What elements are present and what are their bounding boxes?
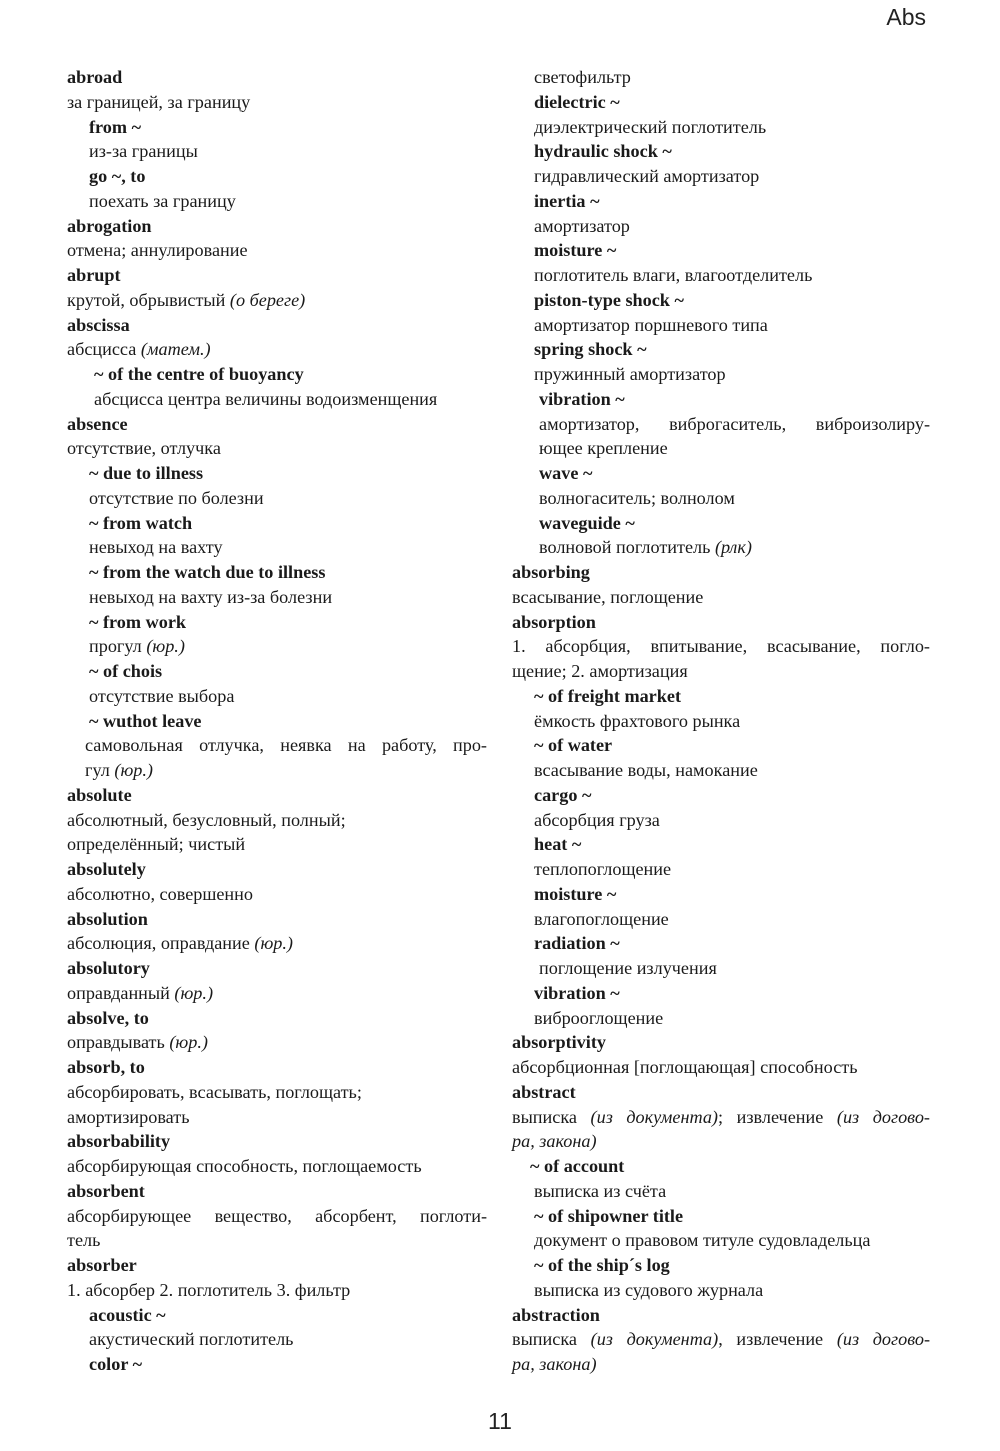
subentry: moisture ~	[534, 883, 617, 904]
definition: отсутствие по болезни	[89, 487, 264, 508]
subentry: ~ of freight market	[534, 685, 682, 706]
usage-note: (матем.)	[140, 339, 211, 360]
definition: амортизатор поршневого типа	[534, 314, 768, 335]
headword: absolute	[67, 784, 132, 805]
subentry: heat ~	[534, 834, 582, 855]
usage-note: ра, закона)	[512, 1354, 597, 1374]
definition: амортизатор, виброгаситель, виброизолиру-	[539, 413, 930, 434]
usage-note: (рлк)	[714, 537, 752, 558]
definition: светофильтр	[534, 67, 631, 87]
subentry: ~ of the ship´s log	[534, 1255, 670, 1275]
subentry: ~ of account	[530, 1156, 625, 1176]
definition: волновой поглотитель (рлк)	[539, 537, 752, 558]
definition: теплопоглощение	[534, 859, 672, 879]
subentry: waveguide ~	[539, 512, 635, 533]
definition: амортизировать	[67, 1106, 190, 1127]
definition: абсцисса (матем.)	[67, 339, 211, 360]
definition: абсорбирующая способность, поглощаемость	[67, 1156, 422, 1176]
usage-note: (юр.)	[169, 1032, 208, 1053]
definition: влагопоглощение	[534, 908, 669, 929]
headword: absorber	[67, 1255, 137, 1275]
definition: абсорбционная [поглощающая] способность	[512, 1057, 858, 1077]
definition	[512, 1129, 930, 1154]
subentry: ~ of shipowner title	[534, 1205, 684, 1226]
headword: abrogation	[67, 215, 152, 236]
definition: выписка (из документа); извлечение (из догово-	[512, 1106, 930, 1127]
headword: absorptivity	[512, 1032, 606, 1053]
definition: невыход на вахту из-за болезни	[89, 586, 333, 607]
definition: определённый; чистый	[67, 834, 246, 855]
definition: ющее крепление	[539, 438, 668, 459]
definition: тель	[67, 1230, 101, 1251]
headword: absolution	[67, 908, 148, 929]
left-column	[67, 65, 487, 1377]
usage-note: (из документа)	[590, 1106, 718, 1127]
definition: выписка из счёта	[534, 1180, 667, 1201]
headword: abscissa	[67, 314, 130, 335]
subentry: wave ~	[539, 463, 593, 483]
subentry: hydraulic shock ~	[534, 141, 672, 162]
definition: пружинный амортизатор	[534, 364, 726, 384]
subentry: ~ of water	[534, 735, 613, 756]
subentry: acoustic ~	[89, 1304, 166, 1325]
headword: absorb, to	[67, 1057, 145, 1077]
subentry: ~ from watch	[89, 512, 193, 533]
headword: absorbent	[67, 1180, 145, 1201]
definition: из-за границы	[89, 141, 198, 162]
page-header-section: Abs	[886, 4, 926, 30]
definition: абсорбирующее вещество, абсорбент, поглоти-	[67, 1205, 487, 1226]
subentry: ~ wuthot leave	[89, 710, 202, 731]
definition: абсорбция груза	[534, 809, 660, 830]
headword: absolve, to	[67, 1007, 149, 1028]
subentry: ~ of chois	[89, 661, 163, 681]
subentry: ~ of the centre of buoyancy	[94, 364, 304, 384]
definition	[512, 1352, 930, 1377]
usage-note: (из документа)	[590, 1329, 719, 1350]
definition: отсутствие, отлучка	[67, 438, 221, 459]
definition: отмена; аннулирование	[67, 240, 248, 261]
headword: abroad	[67, 67, 123, 87]
definition: оправдывать (юр.)	[67, 1032, 208, 1053]
usage-note: (юр.)	[146, 636, 185, 657]
definition: документ о правовом титуле судовладельца	[534, 1230, 871, 1251]
page-number: 11	[488, 1408, 512, 1434]
subentry: from ~	[89, 116, 142, 137]
headword: absorbability	[67, 1131, 171, 1152]
subentry: inertia ~	[534, 190, 600, 211]
definition: невыход на вахту	[89, 537, 223, 558]
definition: выписка из судового журнала	[534, 1279, 764, 1300]
subentry: vibration ~	[534, 982, 620, 1003]
definition: щение; 2. амортизация	[512, 661, 688, 681]
definition: поглотитель влаги, влагоотделитель	[534, 265, 813, 285]
definition: отсутствие выбора	[89, 685, 235, 706]
definition: абсолюция, оправдание (юр.)	[67, 933, 293, 954]
usage-note: (юр.)	[254, 933, 293, 954]
definition: самовольная отлучка, неявка на работу, про-	[85, 735, 487, 756]
headword: absolutory	[67, 958, 150, 978]
usage-note: (из догово-	[836, 1329, 931, 1350]
usage-note: (юр.)	[114, 760, 153, 780]
headword: abstract	[512, 1081, 576, 1102]
definition: поехать за границу	[89, 190, 236, 211]
definition: волногаситель; волнолом	[539, 487, 735, 508]
definition: абсорбировать, всасывать, поглощать;	[67, 1081, 362, 1102]
usage-note: (из догово-	[836, 1106, 930, 1127]
subentry: dielectric ~	[534, 91, 620, 112]
headword: abrupt	[67, 265, 121, 285]
subentry: vibration ~	[539, 388, 625, 409]
definition: прогул (юр.)	[89, 636, 185, 657]
subentry: ~ from work	[89, 611, 187, 632]
definition: 1. абсорбер 2. поглотитель 3. фильтр	[67, 1279, 351, 1300]
definition: поглощение излучения	[539, 958, 717, 978]
subentry: spring shock ~	[534, 339, 647, 360]
definition: виброоглощение	[534, 1007, 664, 1028]
headword: abstraction	[512, 1304, 600, 1325]
definition: крутой, обрывистый (о береге)	[67, 289, 306, 310]
definition: абсолютный, безусловный, полный;	[67, 809, 346, 830]
headword: absolutely	[67, 859, 146, 879]
definition: выписка (из документа), извлечение (из догово-	[512, 1329, 931, 1350]
usage-note: (о береге)	[229, 289, 306, 310]
definition: амортизатор	[534, 215, 630, 236]
definition: абсолютно, совершенно	[67, 883, 253, 904]
subentry: moisture ~	[534, 240, 617, 261]
subentry: ~ due to illness	[89, 463, 204, 483]
subentry: radiation ~	[534, 933, 620, 954]
headword: absence	[67, 413, 128, 434]
definition: ёмкость фрахтового рынка	[534, 710, 741, 731]
usage-note: (юр.)	[174, 982, 213, 1003]
definition: акустический поглотитель	[89, 1329, 294, 1350]
definition: диэлектрический поглотитель	[534, 116, 767, 137]
headword: absorption	[512, 611, 596, 632]
subentry: color ~	[89, 1354, 143, 1374]
definition: гул (юр.)	[85, 760, 153, 780]
subentry: go ~, to	[89, 166, 146, 186]
subentry: cargo ~	[534, 784, 592, 805]
definition: всасывание, поглощение	[512, 586, 704, 607]
definition: гидравлический амортизатор	[534, 166, 760, 186]
definition: абсцисса центра величины водоизменщения	[94, 388, 438, 409]
definition: всасывание воды, намокание	[534, 760, 758, 780]
definition: за границей, за границу	[67, 91, 251, 112]
definition: оправданный (юр.)	[67, 982, 213, 1003]
right-column	[512, 65, 930, 1377]
subentry: ~ from the watch due to illness	[89, 562, 326, 582]
definition: 1. абсорбция, впитывание, всасывание, погло-	[512, 636, 930, 657]
usage-note: ра, закона)	[512, 1131, 597, 1152]
subentry: piston-type shock ~	[534, 289, 684, 310]
headword: absorbing	[512, 562, 590, 582]
